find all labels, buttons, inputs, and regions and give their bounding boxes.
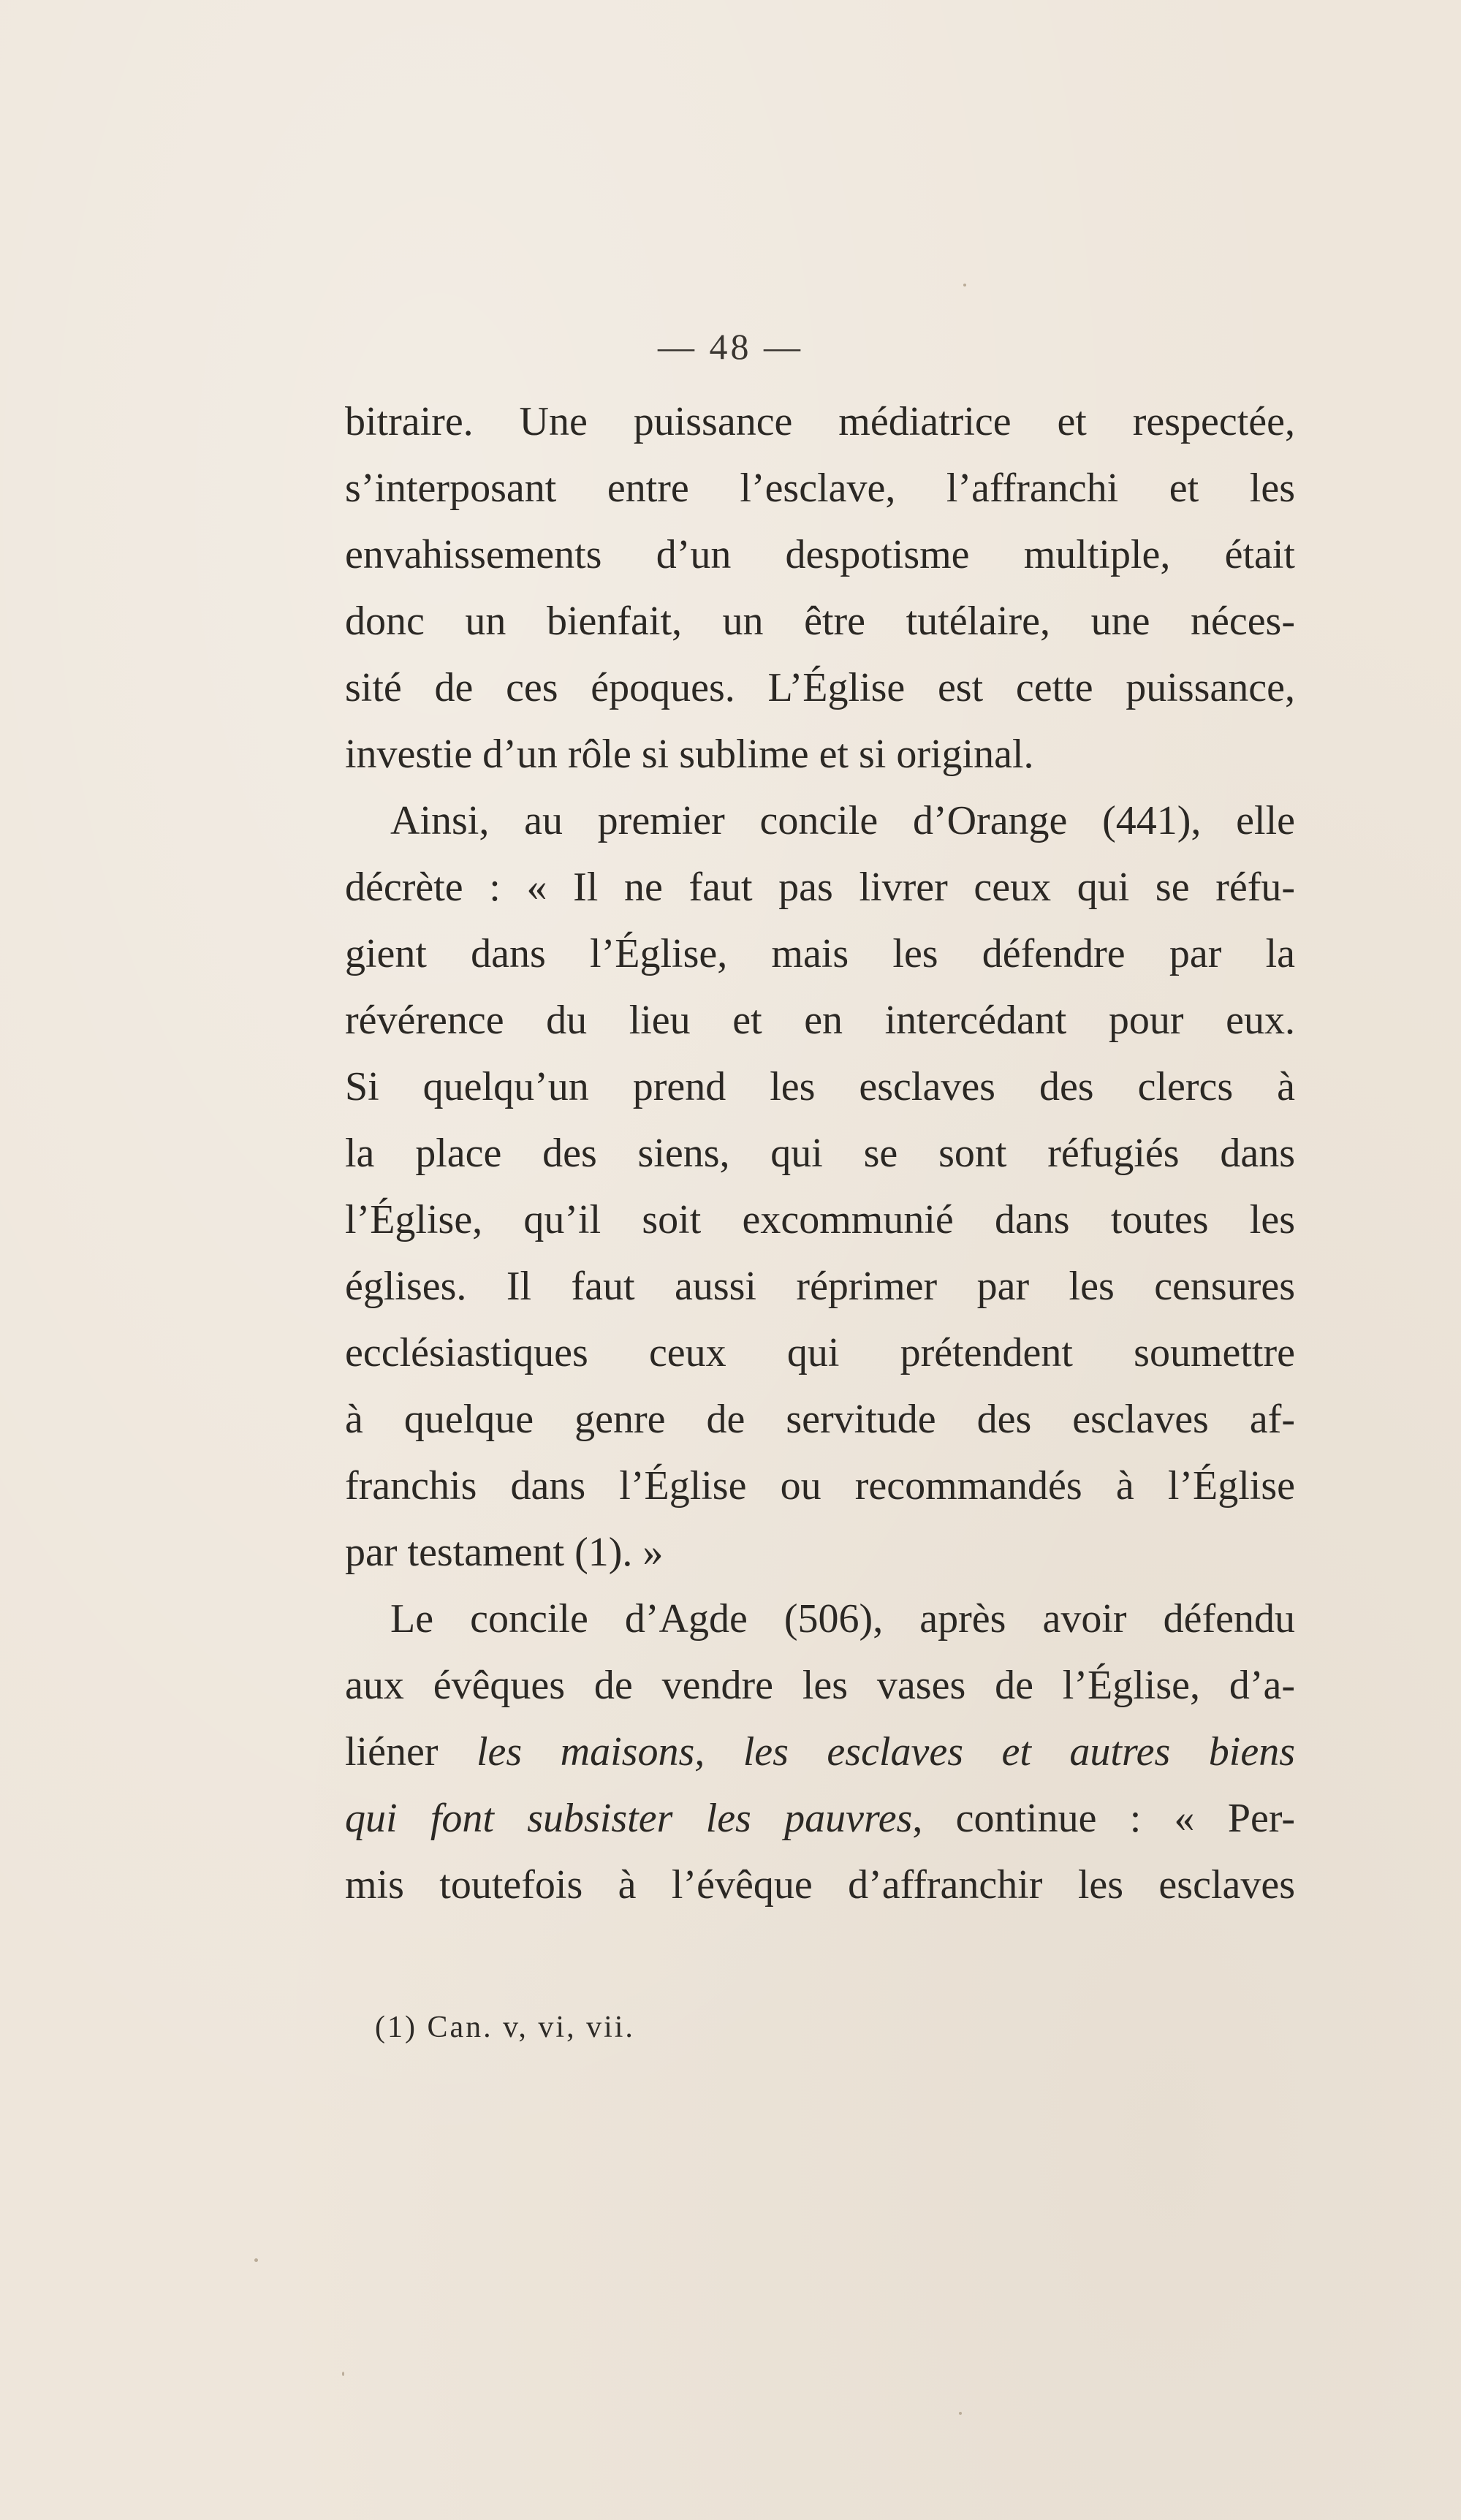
text-line: bitraire. Une puissance médiatrice et respectée, xyxy=(345,399,1295,444)
text-line: Le concile d’Agde (506), après avoir défendu xyxy=(390,1596,1295,1642)
text-line: décrète : « Il ne faut pas livrer ceux qui se réfu- xyxy=(345,865,1295,910)
paper-speck xyxy=(963,284,966,286)
text-line: l’Église, qu’il soit excommunié dans toutes les xyxy=(345,1197,1295,1242)
text-line: investie d’un rôle si sublime et si original. xyxy=(345,732,1034,777)
text-line: envahissements d’un despotisme multiple, était xyxy=(345,532,1295,577)
paper-speck xyxy=(254,2258,258,2262)
text-line: Ainsi, au premier concile d’Orange (441), elle xyxy=(390,798,1295,843)
text-line: qui font subsister les pauvres, continue : « Per- xyxy=(345,1796,1295,1841)
page-number: — 48 — xyxy=(658,326,803,367)
paper-speck xyxy=(342,2372,344,2376)
text-line: révérence du lieu et en intercédant pour eux. xyxy=(345,998,1295,1043)
text-line: s’interposant entre l’esclave, l’affranchi et les xyxy=(345,466,1295,511)
text-line: églises. Il faut aussi réprimer par les censures xyxy=(345,1264,1295,1309)
text-line: Si quelqu’un prend les esclaves des clercs à xyxy=(345,1064,1295,1109)
text-line: franchis dans l’Église ou recommandés à l’Église xyxy=(345,1463,1295,1508)
text-line: ecclésiastiques ceux qui prétendent soumettre xyxy=(345,1330,1295,1375)
text-line: à quelque genre de servitude des esclaves af- xyxy=(345,1397,1295,1442)
text-line: sité de ces époques. L’Église est cette puissance, xyxy=(345,665,1295,710)
footnote: (1) Can. v, vi, vii. xyxy=(375,2011,635,2044)
text-line: par testament (1). » xyxy=(345,1530,664,1575)
text-line: la place des siens, qui se sont réfugiés dans xyxy=(345,1131,1295,1176)
text-line: aux évêques de vendre les vases de l’Église, d’a- xyxy=(345,1663,1295,1708)
text-line: liéner les maisons, les esclaves et autres biens xyxy=(345,1729,1295,1775)
text-line: mis toutefois à l’évêque d’affranchir les esclaves xyxy=(345,1862,1295,1908)
paper-speck xyxy=(959,2412,962,2415)
text-line: gient dans l’Église, mais les défendre par la xyxy=(345,931,1295,976)
body-text xyxy=(345,389,1295,1919)
text-line: donc un bienfait, un être tutélaire, une néces- xyxy=(345,599,1295,644)
